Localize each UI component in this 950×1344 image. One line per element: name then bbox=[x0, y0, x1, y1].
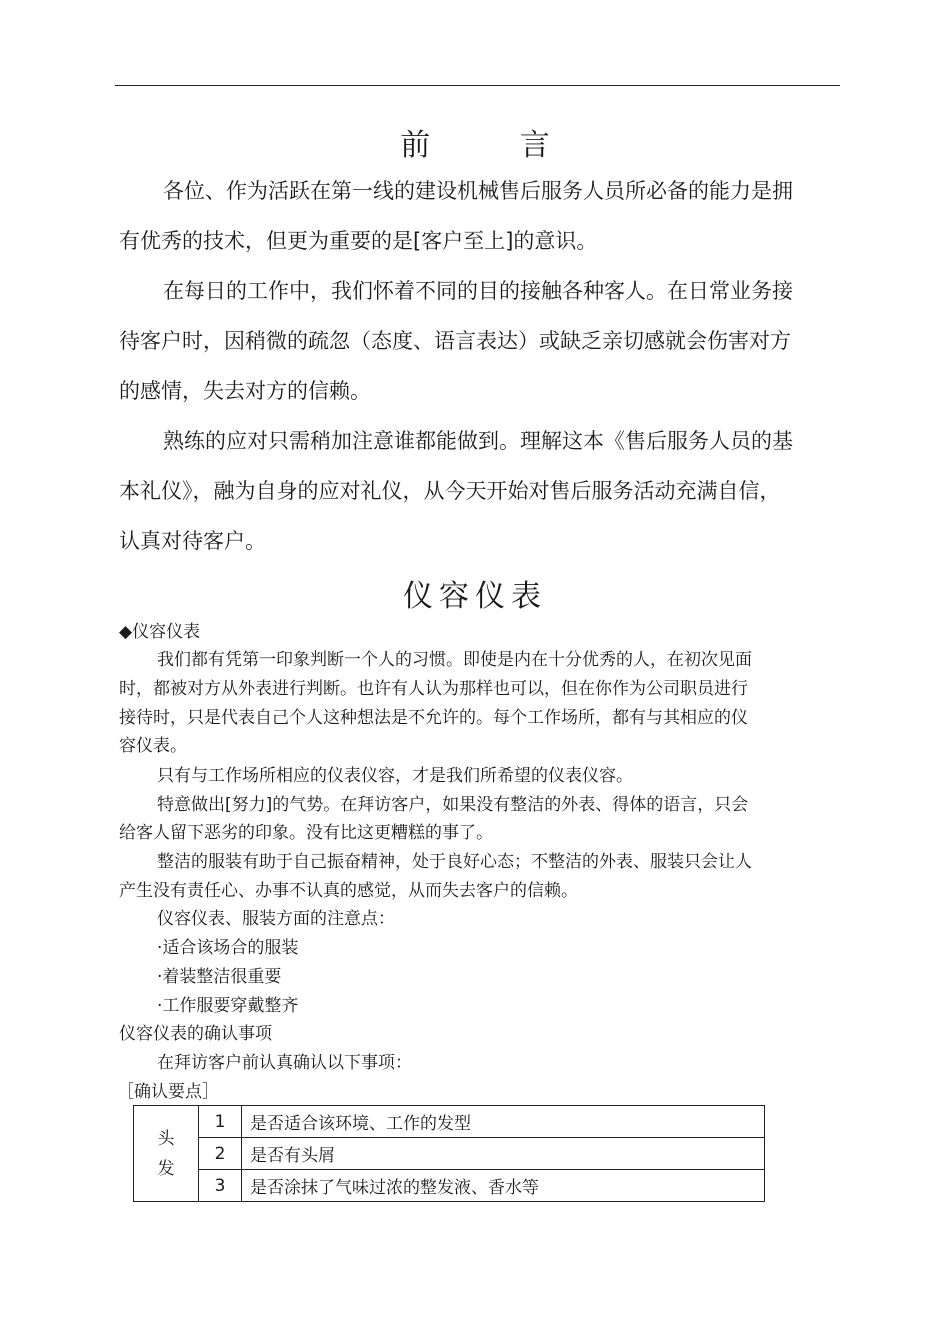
body-line: 产生没有责任心、办事不认真的感觉，从而失去客户的信赖。 bbox=[119, 881, 578, 901]
body-line: 整洁的服装有助于自己振奋精神，处于良好心态；不整洁的外表、服装只会让人 bbox=[157, 852, 752, 872]
preface-line: 认真对待客户。 bbox=[119, 529, 266, 553]
table-row bbox=[134, 1138, 765, 1170]
row-text: 是否涂抹了气味过浓的整发液、香水等 bbox=[242, 1170, 765, 1202]
section-title: 仪容仪表 bbox=[403, 579, 547, 614]
checklist-table bbox=[133, 1105, 765, 1202]
row-text: 是否有头屑 bbox=[242, 1138, 765, 1170]
row-number: 3 bbox=[199, 1170, 242, 1202]
row-text: 是否适合该环境、工作的发型 bbox=[242, 1106, 765, 1138]
group-cell bbox=[134, 1106, 199, 1202]
preface-line: 各位、作为活跃在第一线的建设机械售后服务人员所必备的能力是拥 bbox=[163, 179, 793, 203]
body-line: 特意做出[努力]的气势。在拜访客户，如果没有整洁的外表、得体的语言，只会 bbox=[157, 795, 749, 815]
table-row bbox=[134, 1106, 765, 1138]
header-rule bbox=[115, 85, 840, 86]
body-line: 只有与工作场所相应的仪表仪容，才是我们所希望的仪表仪容。 bbox=[157, 766, 633, 786]
preface-line: 待客户时，因稍微的疏忽（态度、语言表达）或缺乏亲切感就会伤害对方 bbox=[119, 329, 791, 353]
subsection-heading: 仪容仪表的确认事项 bbox=[119, 1024, 272, 1044]
body-line: 接待时，只是代表自己个人这种想法是不允许的。每个工作场所，都有与其相应的仪 bbox=[119, 708, 748, 728]
body-line: 在拜访客户前认真确认以下事项： bbox=[157, 1053, 412, 1073]
preface-line: 在每日的工作中，我们怀着不同的目的接触各种客人。在日常业务接 bbox=[163, 279, 793, 303]
row-number: 2 bbox=[199, 1138, 242, 1170]
table-row bbox=[134, 1170, 765, 1202]
checklist-label: ［确认要点］ bbox=[117, 1082, 219, 1102]
body-line: 我们都有凭第一印象判断一个人的习惯。即使是内在十分优秀的人，在初次见面 bbox=[157, 650, 752, 670]
body-line: 容仪表。 bbox=[119, 736, 187, 756]
preface-line: 有优秀的技术，但更为重要的是[客户至上]的意识。 bbox=[119, 229, 598, 253]
bullet-item: ·适合该场合的服装 bbox=[157, 938, 299, 958]
bullet-item: ·着装整洁很重要 bbox=[157, 967, 282, 987]
bullet-item: ·工作服要穿戴整齐 bbox=[157, 996, 299, 1016]
preface-title: 前 言 bbox=[400, 128, 590, 163]
section-heading: ◆仪容仪表 bbox=[119, 622, 201, 642]
body-line: 仪容仪表、服装方面的注意点： bbox=[157, 909, 395, 929]
preface-line: 的感情，失去对方的信赖。 bbox=[119, 379, 371, 403]
preface-line: 本礼仪》，融为自身的应对礼仪，从今天开始对售后服务活动充满自信， bbox=[119, 479, 781, 503]
row-number: 1 bbox=[199, 1106, 242, 1138]
preface-line: 熟练的应对只需稍加注意谁都能做到。理解这本《售后服务人员的基 bbox=[163, 429, 793, 453]
body-line: 时，都被对方从外表进行判断。也许有人认为那样也可以，但在你作为公司职员进行 bbox=[119, 679, 748, 699]
group-label: 头 发 bbox=[157, 1128, 175, 1179]
body-line: 给客人留下恶劣的印象。没有比这更糟糕的事了。 bbox=[119, 823, 493, 843]
